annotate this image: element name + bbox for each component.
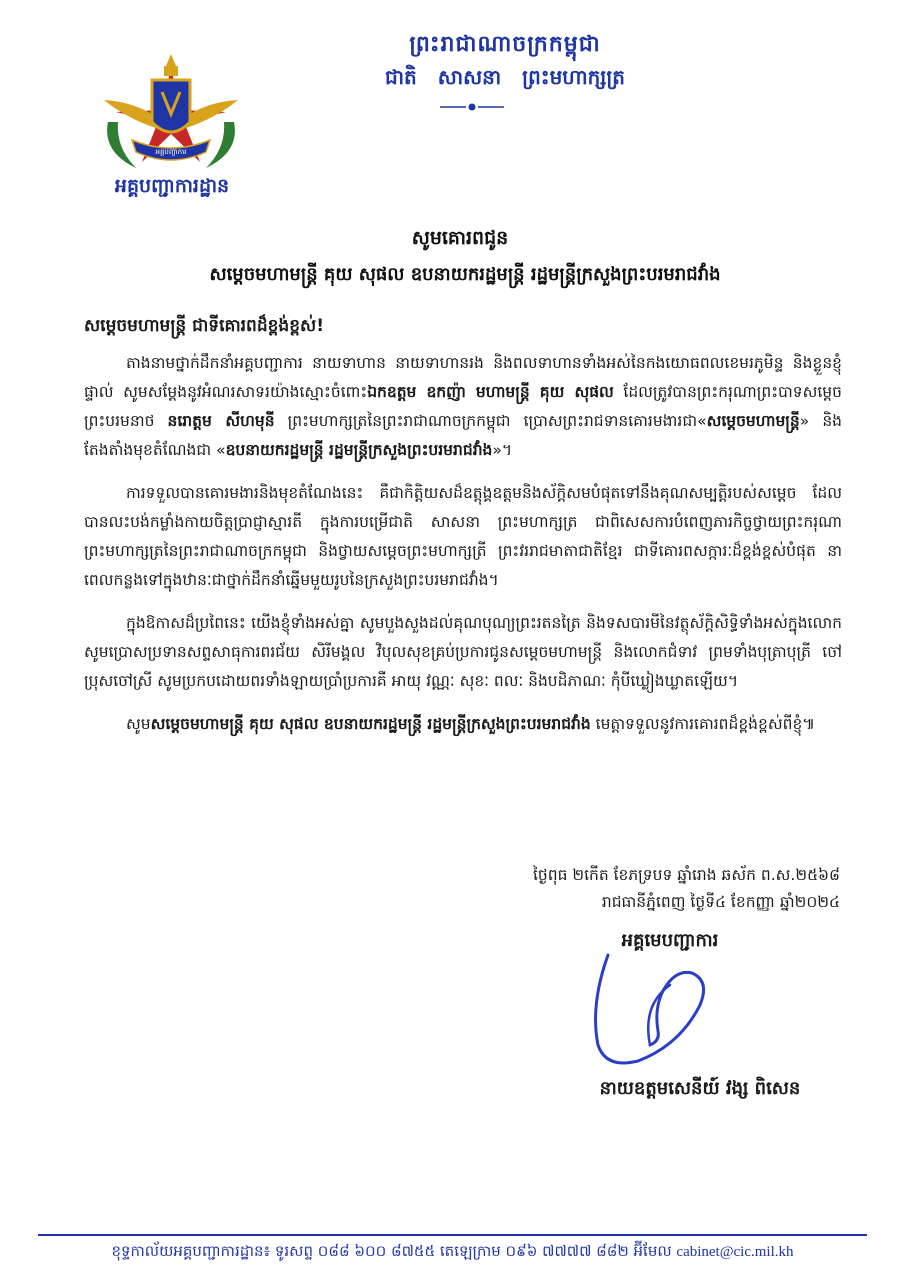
ornament-divider-icon bbox=[440, 101, 504, 113]
signatory-name: នាយឧត្តមសេនីយ៍ វង្ស ពិសេន bbox=[599, 1078, 801, 1099]
paragraph-closing bbox=[84, 710, 842, 739]
footer-divider bbox=[38, 1234, 867, 1236]
footer-email-link[interactable]: cabinet@cic.mil.kh bbox=[676, 1244, 794, 1260]
logo-caption: អគ្គបញ្ជាការដ្ឋាន bbox=[114, 175, 230, 197]
footer-text: ខុទ្ទកាល័យអគ្គបញ្ជាការដ្ឋាន៖ ទូរសព្ទ ០៨៨ ៦០០ ៨៧៥៥ តេឡេក្រាម ០៩៦ ៧៧៧៧ ៨៨២ អ៊ីមែល bbox=[111, 1242, 672, 1260]
logo-ribbon-text: អគ្គបញ្ជាការ bbox=[155, 148, 187, 156]
paragraph-3: ក្នុងឱកាសដ៏ប្រពៃនេះ យើងខ្ញុំទាំងអស់គ្នា សូមបួងសួងដល់គុណបុណ្យព្រះរតនត្រៃ និងទសបារមីនៃវត្ថុស័ក្តិសិទ្ធិទាំងអស់ក្នុងលោក សូមប្រោសប្រទានសព្ទសាធុការពរជ័យ សិរីមង្គល វិបុលសុខគ្រប់ប្រការជូនសម្តេចមហាមន្ត្រី និងលោកជំទាវ ព្រមទាំងបុត្រាបុត្រី ចៅប្រុសចៅស្រី សូមប្រកបដោយពរទាំងឡាយប្រាំប្រការគឺ អាយុ វណ្ណៈ សុខៈ ពលៈ និងបដិភាណៈ កុំបីឃ្លៀងឃ្លាតឡើយ។ bbox=[84, 614, 842, 690]
letter-body bbox=[84, 312, 842, 753]
p1-text-5: »។ bbox=[492, 441, 513, 459]
national-motto: ជាតិ សាសនា ព្រះមហាក្សត្រ bbox=[385, 65, 625, 89]
p1-text-2: ដែលត្រូវបានព្រះករុណាព្រះបាទសម្តេចព្រះបរមនាថ bbox=[84, 383, 842, 430]
rcaf-emblem-icon bbox=[96, 52, 246, 174]
p1-text-3: ព្រះមហាក្សត្រនៃព្រះរាជាណាចក្រកម្ពុជា ប្រោសព្រះរាជទានគោរមងារជា« bbox=[274, 412, 707, 430]
date-block bbox=[440, 862, 840, 916]
p1-text-1: តាងនាមថ្នាក់ដឹកនាំអគ្គបញ្ជាការ នាយទាហាន នាយទាហានរង និងពលទាហានទាំងអស់នៃកងយោធពលខេមរភូមិន្ទ និងខ្លួនខ្ញុំផ្ទាល់ សូមសម្តែងនូវអំណរសាទរយ៉ាងស្មោះចំពោះ bbox=[84, 354, 842, 401]
footer-contact bbox=[38, 1242, 867, 1264]
signatory-title: អគ្គមេបញ្ជាការ bbox=[621, 930, 719, 951]
signature-icon bbox=[580, 945, 730, 1070]
p1-text-4: » និងតែងតាំងមុខតំណែងជា « bbox=[84, 412, 842, 459]
letter-addressee: សម្តេចមហាមន្ត្រី គុយ សុផល ឧបនាយករដ្ឋមន្ត្រី រដ្ឋមន្ត្រីក្រសួងព្រះបរមរាជវាំង bbox=[209, 264, 721, 285]
date-solar: រាជធានីភ្នំពេញ ថ្ងៃទី៤ ខែកញ្ញា ឆ្នាំ២០២៤ bbox=[601, 893, 840, 911]
p1-bold-1: ឯកឧត្តម ឧកញ៉ា មហាមន្ត្រី គុយ សុផល bbox=[367, 383, 614, 401]
paragraph-1 bbox=[84, 349, 842, 465]
p1-bold-2: នរោត្តម សីហមុនី bbox=[167, 412, 275, 430]
paragraph-2: ការទទួលបានគោរមងារនិងមុខតំណែងនេះ គឺជាកិត្តិយសដ៏ឧត្តុង្គឧត្តមនិងស័ក្តិសមបំផុតទៅនឹងគុណសម្បត្តិរបស់សម្តេច ដែលបានលះបង់កម្លាំងកាយចិត្តប្រាជ្ញាស្មារតី ក្នុងការបម្រើជាតិ សាសនា ព្រះមហាក្សត្រ ជាពិសេសការបំពេញភារកិច្ចថ្វាយព្រះករុណាព្រះមហាក្សត្រនៃព្រះរាជាណាចក្រកម្ពុជា និងថ្វាយសម្តេចព្រះមហាក្សត្រី ព្រះវររាជមាតាជាតិខ្មែរ ជាទីគោរពសក្ការៈដ៏ខ្ពង់ខ្ពស់បំផុត នាពេលកន្លងទៅក្នុងឋានៈជាថ្នាក់ដឹកនាំឆ្នើមមួយរូបនៃក្រសួងព្រះបរមរាជវាំង។ bbox=[84, 484, 842, 589]
p1-bold-4: ឧបនាយករដ្ឋមន្ត្រី រដ្ឋមន្ត្រីក្រសួងព្រះបរមរាជវាំង bbox=[225, 441, 493, 459]
closing-text-1: សូម bbox=[126, 715, 151, 733]
kingdom-title: ព្រះរាជាណាចក្រកម្ពុជា bbox=[409, 32, 601, 57]
letter-heading: សូមគោរពជូន bbox=[411, 227, 509, 249]
date-lunar: ថ្ងៃពុធ ២កើត ខែភទ្របទ ឆ្នាំរោង ឆស័ក ព.ស.២៥៦៨ bbox=[532, 866, 840, 884]
closing-bold: សម្តេចមហាមន្ត្រី គុយ សុផល ឧបនាយករដ្ឋមន្ត្រី រដ្ឋមន្ត្រីក្រសួងព្រះបរមរាជវាំង bbox=[150, 715, 591, 733]
p1-bold-3: សម្តេចមហាមន្ត្រី bbox=[706, 412, 800, 430]
closing-text-2: មេត្តាទទួលនូវការគោរពដ៏ខ្ពង់ខ្ពស់ពីខ្ញុំ៕ bbox=[590, 715, 816, 733]
letter-greeting: សម្តេចមហាមន្ត្រី ជាទីគោរពដ៏ខ្ពង់ខ្ពស់! bbox=[84, 316, 324, 336]
